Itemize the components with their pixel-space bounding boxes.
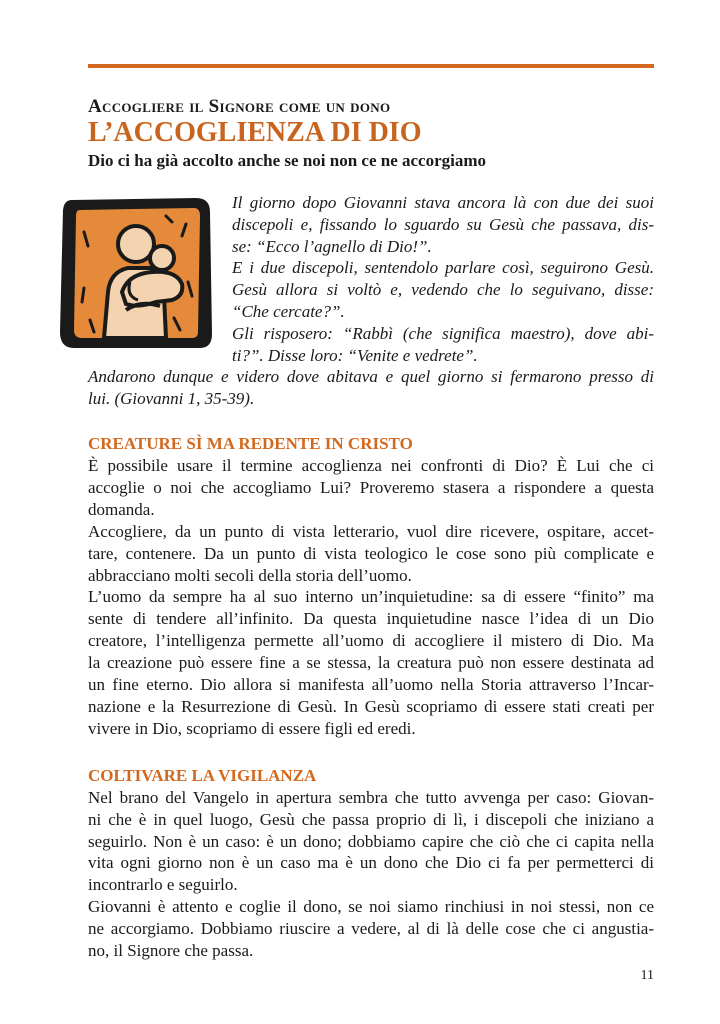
quote-line: Il giorno dopo Giovanni stava ancora là con due dei suoi xyxy=(232,193,654,212)
body-line: L’uomo da sempre ha al suo interno un’inquietudine: sa di essere “finito” ma xyxy=(88,587,654,607)
page-content xyxy=(88,96,654,962)
section-body-creature xyxy=(88,455,654,740)
body-line: Accogliere, da un punto di vista letterario, vuol dire ricevere, ospitare, accet- xyxy=(88,521,654,541)
body-line: ni che è in quel luogo, Gesù che passa proprio di lì, i discepoli che iniziano a xyxy=(88,809,654,829)
mother-holding-child-icon xyxy=(54,192,218,354)
body-line: no, il Signore che passa. xyxy=(88,941,254,961)
quote-line: discepoli e, fissando lo sguardo su Gesù che passava, dis- xyxy=(232,214,654,234)
quote-citation: lui. (Giovanni 1, 35-39). xyxy=(88,389,255,409)
body-line: incontrarlo e seguirlo. xyxy=(88,875,238,895)
top-rule xyxy=(88,64,654,68)
body-line: abbracciano molti secoli della storia dell’uomo. xyxy=(88,565,412,585)
body-line: un fine eterno. Dio allora si manifesta all’uomo nella Storia attraverso l’Incar- xyxy=(88,675,654,695)
body-line: creatore, l’intelligenza permette all’uomo di accogliere il mistero di Dio. Ma xyxy=(88,631,654,651)
body-line: seguirlo. Non è un caso: è un dono; dobbiamo capire che ciò che ci capita nella xyxy=(88,831,654,851)
quote-line: ti?”. Disse loro: “Venite e vedrete”. xyxy=(232,345,478,365)
gospel-quote xyxy=(88,192,654,410)
body-line: ne accorgiamo. Dobbiamo riuscire a vedere, al di là delle cose che ci angustia- xyxy=(88,919,654,939)
section-body-vigilanza xyxy=(88,787,654,962)
body-line: È possibile usare il termine accoglienza nei confronti di Dio? È Lui che ci xyxy=(88,455,654,475)
subtitle: Dio ci ha già accolto anche se noi non ce ne accorgiamo xyxy=(88,151,487,170)
body-line: tare, contenere. Da un punto di vista teologico le cose sono più complicate e xyxy=(88,543,654,563)
body-line: sente di tendere all’infinito. Da questa inquietudine nasce l’idea di un Dio xyxy=(88,609,654,629)
body-line: accoglie o noi che accogliamo Lui? Proveremo stasera a rispondere a questa xyxy=(88,477,654,497)
quote-line: “Che cercate?”. xyxy=(232,301,345,321)
section-title-vigilanza: COLTIVARE LA VIGILANZA xyxy=(88,765,317,785)
quote-line: se: “Ecco l’agnello di Dio!”. xyxy=(232,236,432,256)
body-line: Giovanni è attento e coglie il dono, se noi siamo rinchiusi in noi stessi, non ce xyxy=(88,897,654,917)
body-line: vita ogni giorno non è un caso ma è un dono che Dio ci fa per permetterci di xyxy=(88,853,654,873)
quote-line: Gesù allora si voltò e, vedendo che lo seguivano, disse: xyxy=(232,280,654,300)
body-line: nazione e la Resurrezione di Gesù. In Gesù scopriamo di essere stati creati per xyxy=(88,696,654,716)
kicker: Accogliere il Signore come un dono xyxy=(88,96,391,117)
page-number: 11 xyxy=(640,968,654,983)
quote-line: E i due discepoli, sentendolo parlare così, seguirono Gesù. xyxy=(232,258,654,278)
quote-line: Gli risposero: “Rabbì (che significa maestro), dove abi- xyxy=(232,323,654,343)
body-line: vivere in Dio, scopriamo di essere figli ed eredi. xyxy=(88,718,416,738)
page-title: L’ACCOGLIENZA DI DIO xyxy=(88,117,422,148)
quote-line: Andarono dunque e videro dove abitava e quel giorno si fermarono presso di xyxy=(88,367,654,387)
section-title-creature: CREATURE SÌ MA REDENTE IN CRISTO xyxy=(88,433,413,453)
body-line: Nel brano del Vangelo in apertura sembra che tutto avvenga per caso: Giovan- xyxy=(88,787,654,807)
body-line: domanda. xyxy=(88,499,155,519)
body-line: la creazione può essere fine a se stessa, la creatura può non essere destinata ad xyxy=(88,653,654,673)
